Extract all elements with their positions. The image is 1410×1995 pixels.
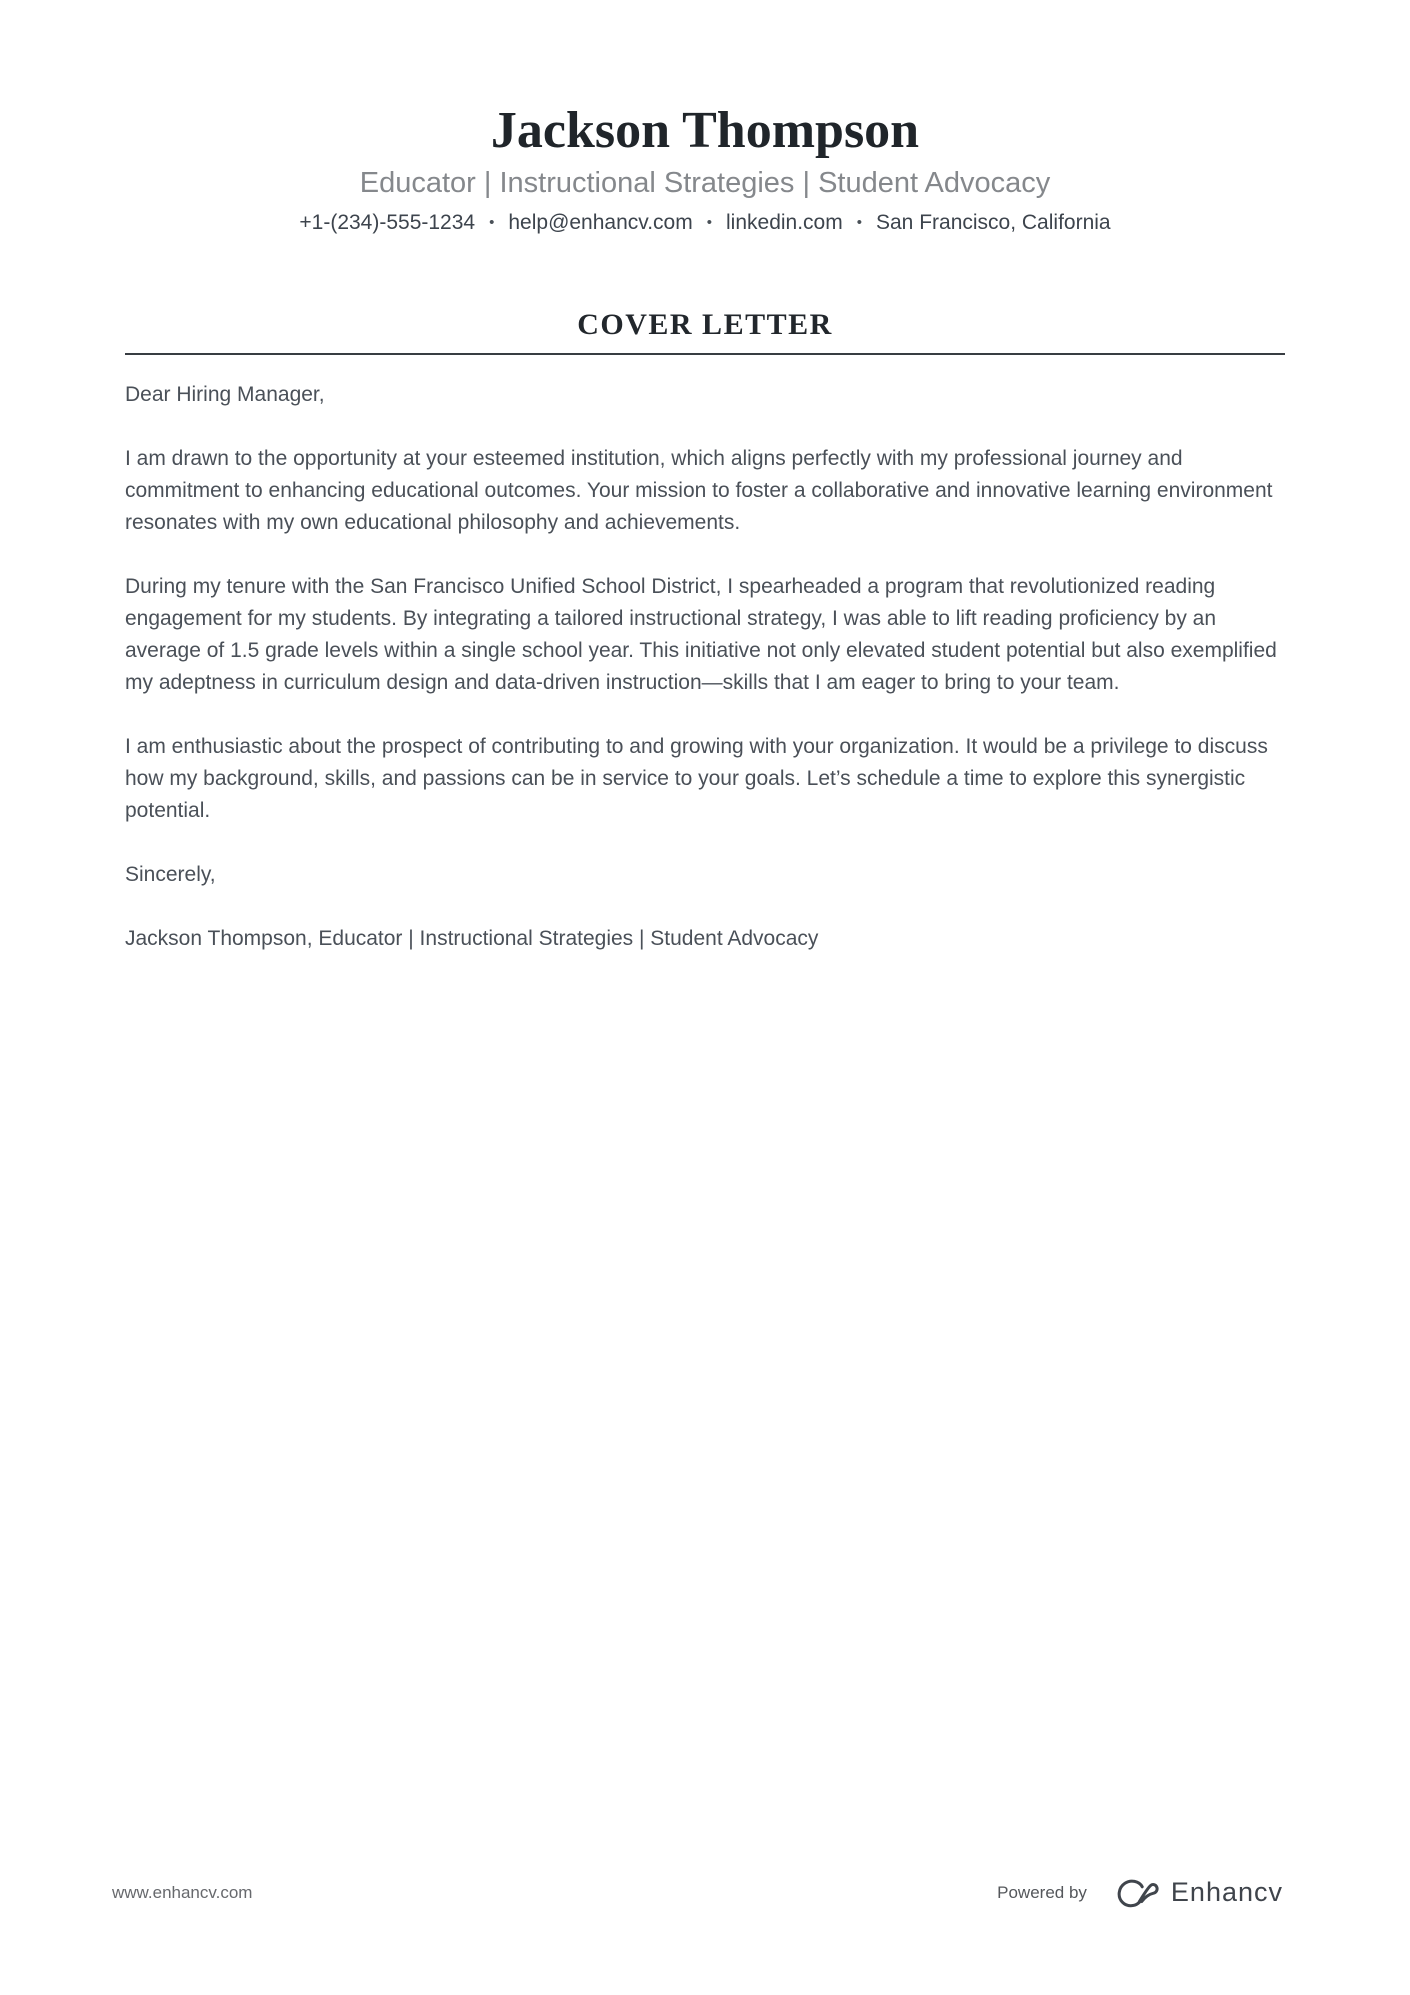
contact-linkedin[interactable]: linkedin.com: [726, 211, 843, 235]
signature-line: Jackson Thompson, Educator | Instructional Strategies | Student Advocacy: [125, 926, 819, 950]
contact-phone: +1-(234)-555-1234: [299, 211, 476, 235]
closing: Sincerely,: [125, 862, 216, 886]
person-job-title: Educator | Instructional Strategies | Student Advocacy: [359, 167, 1051, 200]
enhancv-brand-link[interactable]: [1113, 1876, 1283, 1909]
bullet-separator: •: [706, 214, 712, 232]
person-name: Jackson Thompson: [490, 102, 920, 159]
enhancv-logo-icon: [1113, 1876, 1159, 1909]
enhancv-wordmark: Enhancv: [1170, 1877, 1283, 1907]
letter-paragraph: I am drawn to the opportunity at your esteemed institution, which aligns perfectly with my professional journey and commitment to enhancing educational outcomes. Your mission to foster a collaborative and innovative learning environment resonates with my own educational philosophy and achievements.: [125, 446, 1273, 534]
contact-email[interactable]: help@enhancv.com: [508, 211, 693, 235]
section-divider: [125, 353, 1285, 355]
salutation: Dear Hiring Manager,: [125, 382, 325, 406]
contact-location: San Francisco, California: [876, 211, 1111, 235]
powered-by-group: [997, 1876, 1283, 1909]
bullet-separator: •: [489, 214, 495, 232]
section-title: COVER LETTER: [577, 307, 833, 341]
website-link[interactable]: www.enhancv.com: [112, 1882, 253, 1902]
letter-paragraph: During my tenure with the San Francisco Unified School District, I spearheaded a program that revolutionized reading engagement for my students. By integrating a tailored instructional strategy, I was able to lift reading proficiency by an average of 1.5 grade levels within a single school year. This initiative not only elevated student potential but also exemplified my adeptness in curriculum design and data-driven instruction—skills that I am eager to bring to your team.: [125, 574, 1277, 694]
letter-body: [125, 379, 1285, 955]
letter-paragraph: I am enthusiastic about the prospect of contributing to and growing with your organization. It would be a privilege to discuss how my background, skills, and passions can be in service to your goals. Let’s schedule a time to explore this synergistic potential.: [125, 734, 1268, 822]
contact-row: [0, 209, 1410, 236]
page-footer: [112, 1876, 1283, 1909]
letter-header: [0, 0, 1410, 237]
bullet-separator: •: [856, 214, 862, 232]
powered-by-label: Powered by: [997, 1882, 1087, 1902]
